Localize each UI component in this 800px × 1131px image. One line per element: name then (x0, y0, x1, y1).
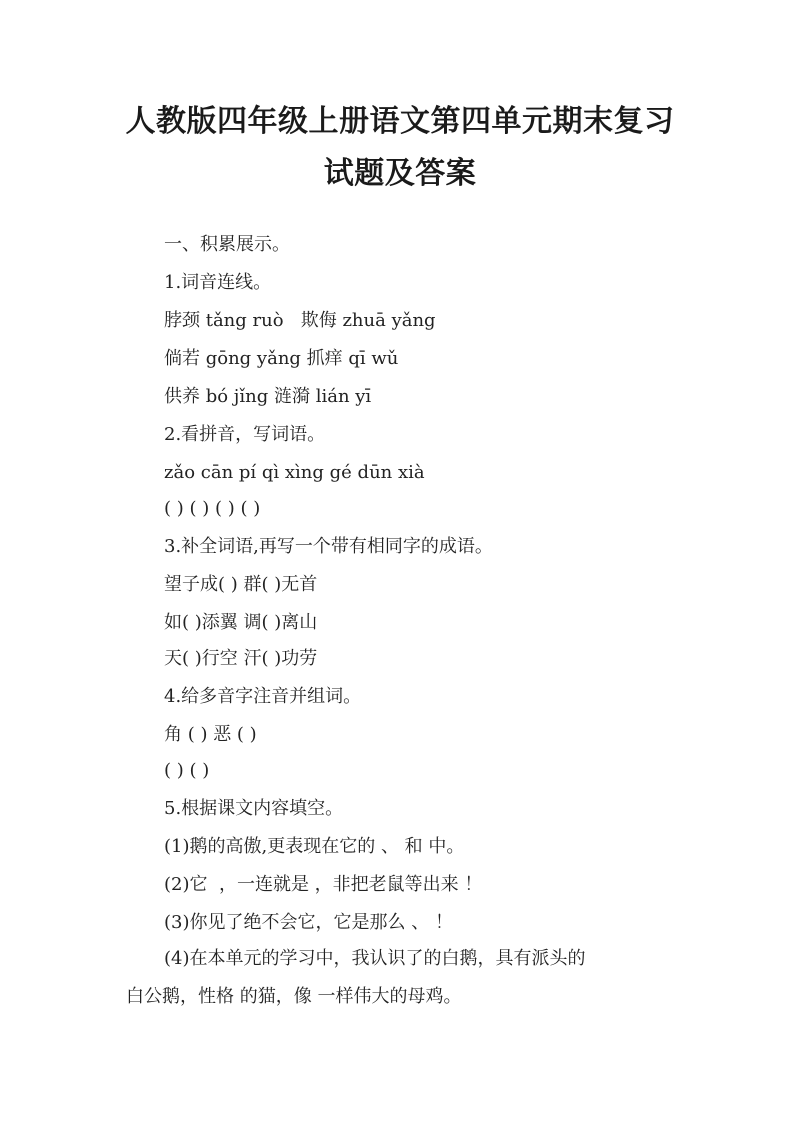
question-1-heading: 1.词音连线。 (164, 272, 272, 293)
question-2-pinyin: zǎo cān pí qì xìng gé dūn xià (164, 462, 425, 483)
question-3-row-1: 望子成( ) 群( )无首 (164, 574, 318, 595)
question-1-row-1: 脖颈 tǎng ruò 欺侮 zhuā yǎng (164, 310, 436, 331)
question-2-heading: 2.看拼音，写词语。 (164, 424, 326, 445)
question-3-heading: 3.补全词语,再写一个带有相同字的成语。 (164, 536, 493, 557)
question-1-row-3: 供养 bó jǐng 涟漪 lián yī (164, 386, 372, 407)
title-line-1: 人教版四年级上册语文第四单元期末复习 (125, 104, 675, 139)
question-5-heading: 5.根据课文内容填空。 (164, 798, 344, 819)
question-4-heading: 4.给多音字注音并组词。 (164, 686, 362, 707)
question-5-item-1: (1)鹅的高傲,更表现在它的 、 和 中。 (164, 836, 465, 857)
title-line-2: 试题及答案 (323, 156, 477, 191)
question-5-item-2: (2)它 ，一连就是 ，非把老鼠等出来 ！ (164, 874, 483, 895)
question-4-row-2: ( ) ( ) (164, 760, 210, 781)
question-3-row-2: 如( )添翼 调( )离山 (164, 612, 318, 633)
section-heading: 一、积累展示。 (164, 234, 290, 255)
question-3-row-3: 天( )行空 汗( )功劳 (164, 648, 318, 669)
question-4-row-1: 角 ( ) 恶 ( ) (164, 724, 257, 745)
question-5-item-4-continued: 白公鹅，性格 的猫，像 一样伟大的母鸡。 (126, 986, 462, 1007)
question-1-row-2: 倘若 gōng yǎng 抓痒 qī wǔ (164, 348, 399, 369)
question-2-blanks: ( ) ( ) ( ) ( ) (164, 498, 261, 519)
question-5-item-3: (3)你见了绝不会它，它是那么 、 ！ (164, 912, 453, 933)
question-5-item-4: (4)在本单元的学习中，我认识了的白鹅，具有派头的 (164, 948, 586, 969)
page-title (0, 96, 800, 200)
